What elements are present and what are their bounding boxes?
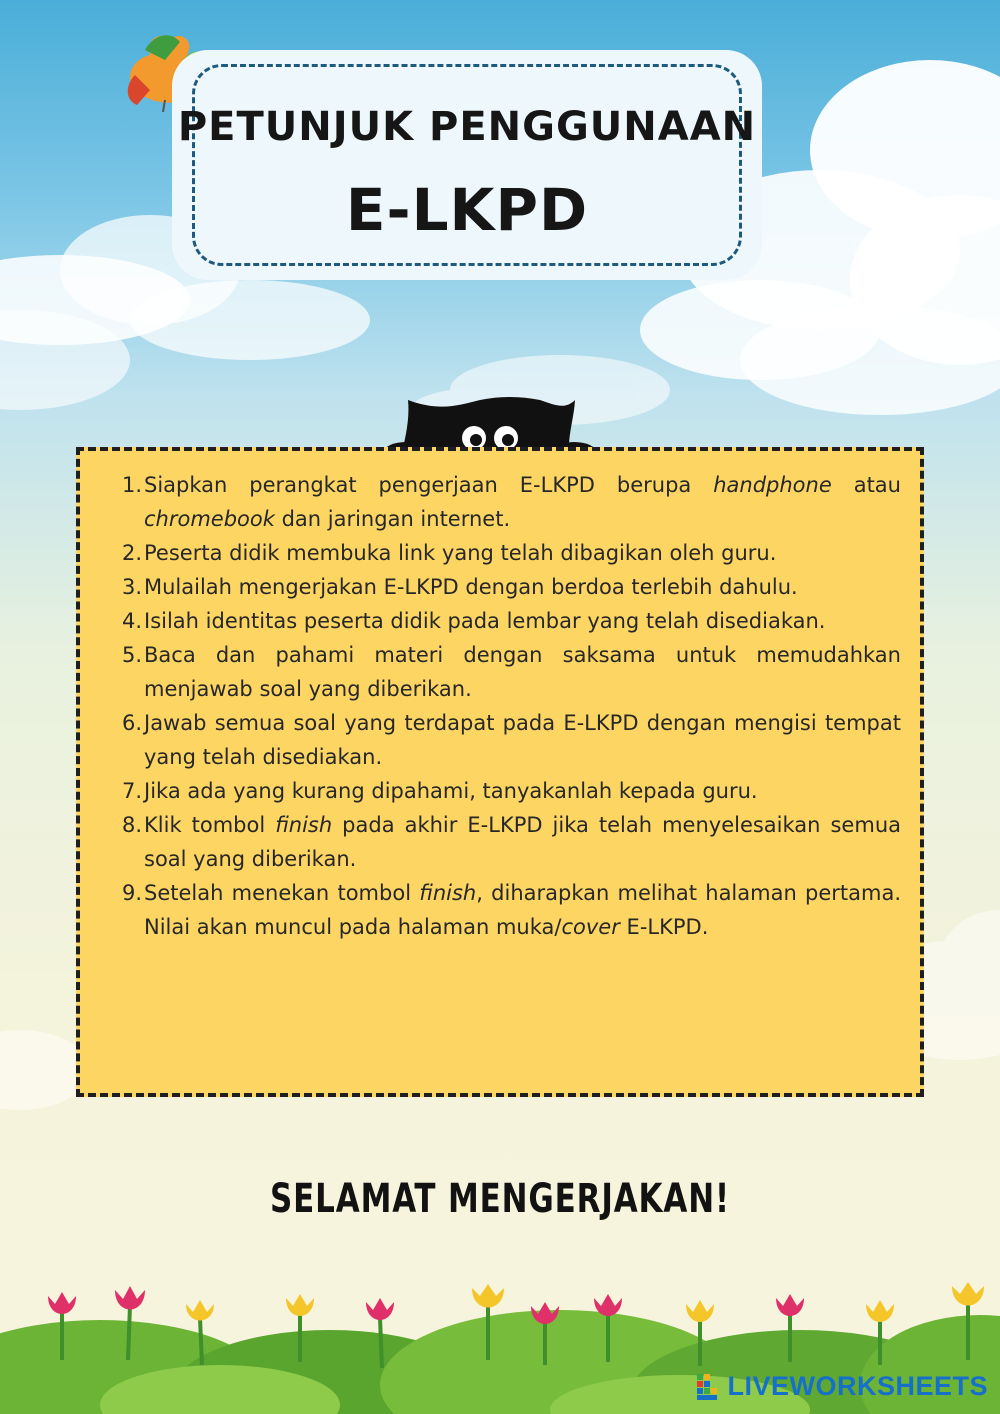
list-item	[115, 638, 901, 706]
list-item	[115, 536, 901, 570]
step-text: Siapkan perangkat pengerjaan E-LKPD berupa handphone atau chromebook dan jaringan internet.	[144, 473, 901, 531]
list-item	[115, 774, 901, 808]
title-card	[172, 50, 762, 280]
step-number: 3.	[121, 575, 142, 599]
step-number: 2.	[121, 541, 142, 565]
list-item	[115, 468, 901, 536]
step-number: 5.	[121, 643, 142, 667]
step-text: Jika ada yang kurang dipahami, tanyakanlah kepada guru.	[144, 779, 758, 803]
step-text: Peserta didik membuka link yang telah dibagikan oleh guru.	[144, 541, 777, 565]
step-number: 1.	[121, 473, 142, 497]
step-text: Mulailah mengerjakan E-LKPD dengan berdoa terlebih dahulu.	[144, 575, 798, 599]
step-text: Isilah identitas peserta didik pada lembar yang telah disediakan.	[144, 609, 826, 633]
step-text: Baca dan pahami materi dengan saksama untuk memudahkan menjawab soal yang diberikan.	[144, 643, 901, 701]
step-text: Setelah menekan tombol finish, diharapkan melihat halaman pertama. Nilai akan muncul pada halaman muka/cover E-LKPD.	[144, 881, 902, 939]
closing-message: SELAMAT MENGERJAKAN!	[270, 1176, 730, 1222]
page-title: PETUNJUK PENGGUNAAN	[177, 104, 757, 150]
step-number: 7.	[121, 779, 142, 803]
liveworksheets-logo[interactable]	[697, 1371, 988, 1402]
liveworksheets-logo-text: LIVEWORKSHEETS	[727, 1371, 988, 1401]
step-number: 6.	[121, 711, 142, 735]
step-number: 4.	[121, 609, 142, 633]
step-text: Klik tombol finish pada akhir E-LKPD jika telah menyelesaikan semua soal yang diberikan.	[144, 813, 901, 871]
list-item	[115, 604, 901, 638]
list-item	[115, 706, 901, 774]
list-item	[115, 570, 901, 604]
liveworksheets-logo-icon	[697, 1374, 723, 1400]
step-text: Jawab semua soal yang terdapat pada E-LKPD dengan mengisi tempat yang telah disediakan.	[144, 711, 901, 769]
page-subtitle: E-LKPD	[345, 176, 589, 244]
step-number: 9.	[121, 881, 142, 905]
list-item	[115, 876, 901, 944]
instructions-list	[115, 468, 901, 944]
list-item	[115, 808, 901, 876]
step-number: 8.	[121, 813, 142, 837]
